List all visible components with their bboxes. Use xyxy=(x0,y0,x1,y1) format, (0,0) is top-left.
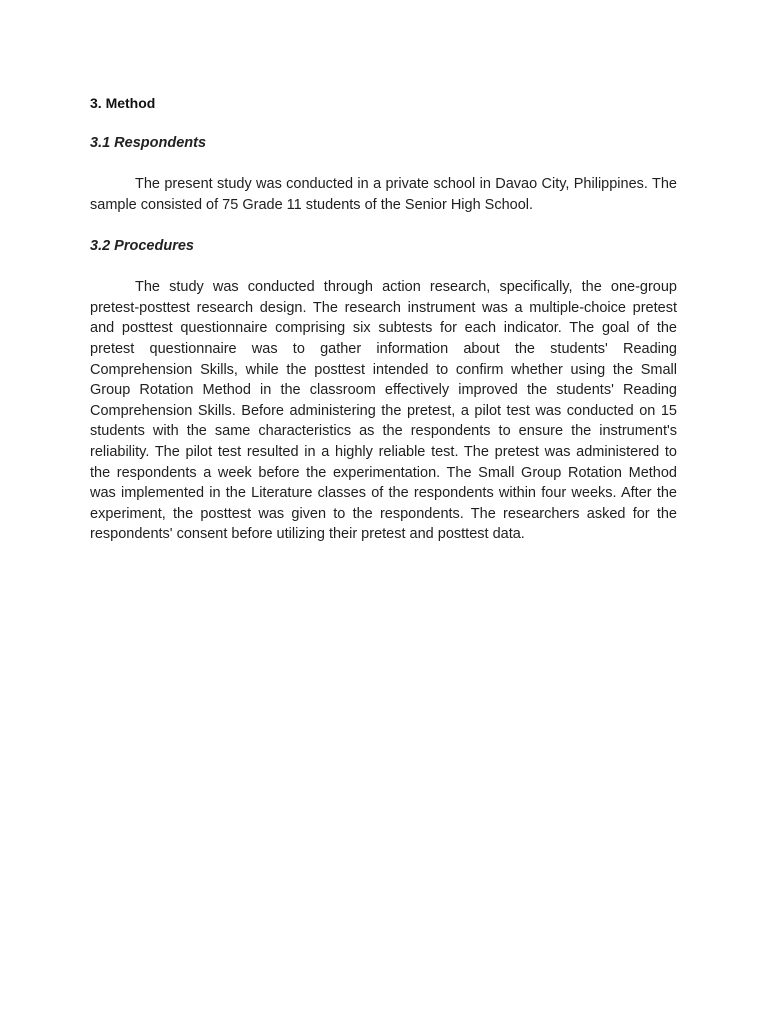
paragraph-procedures: The study was conducted through action research, specifically, the one-group pretest-posttest research design. The research instrument was a multiple-choice pretest and posttest questionnaire comprising six subtests for each indicator. The goal of the pretest questionnaire was to gather information about the students' Reading Comprehension Skills, while the posttest intended to confirm whether using the Small Group Rotation Method in the classroom effectively improved the students' Reading Comprehension Skills. Before administering the pretest, a pilot test was conducted on 15 students with the same characteristics as the respondents to ensure the instrument's reliability. The pilot test resulted in a highly reliable test. The pretest was administered to the respondents a week before the experimentation. The Small Group Rotation Method was implemented in the Literature classes of the respondents within four weeks. After the experiment, the posttest was given to the respondents. The researchers asked for the respondents' consent before utilizing their pretest and posttest data. xyxy=(90,279,677,543)
document-body xyxy=(90,93,677,566)
subsection-heading-procedures: 3.2 Procedures xyxy=(90,238,194,255)
section-title: 3. Method xyxy=(90,95,156,111)
paragraph-respondents: The present study was conducted in a private school in Davao City, Philippines. The sample consisted of 75 Grade 11 students of the Senior High School. xyxy=(90,176,677,213)
subsection-heading-respondents: 3.1 Respondents xyxy=(90,135,207,151)
